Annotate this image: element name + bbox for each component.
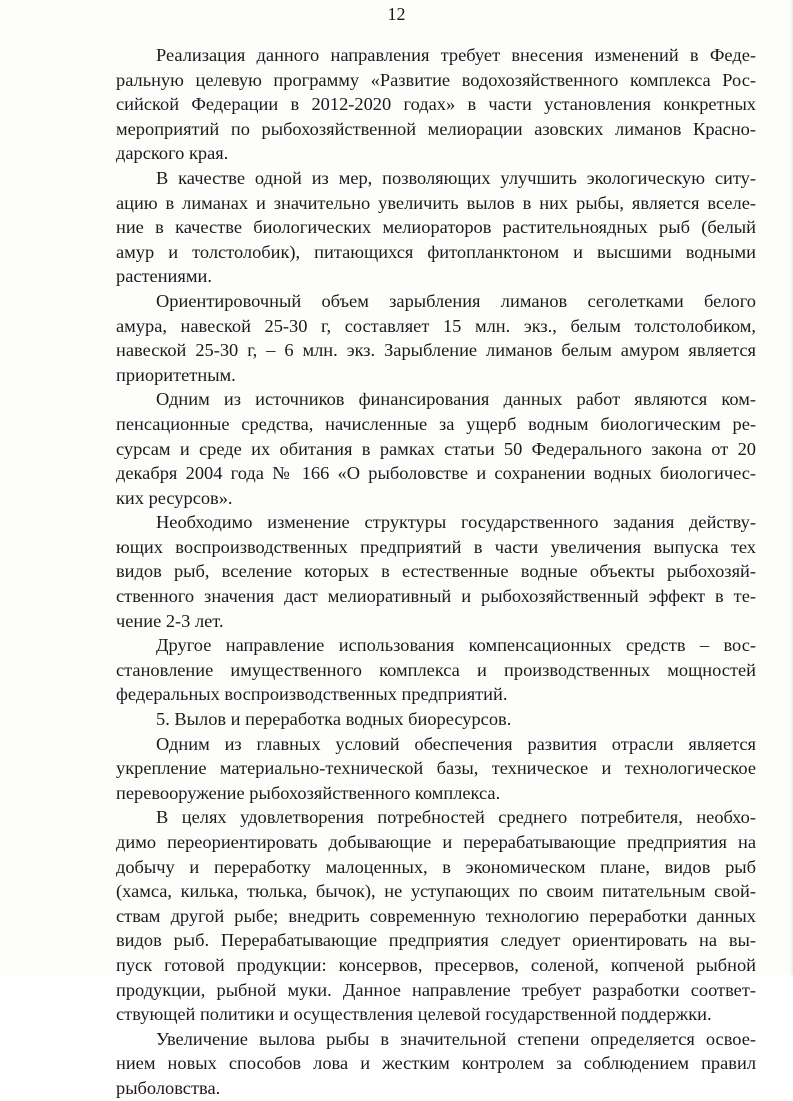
text-line: Одним из главных условий обеспечения развития отрасли является (156, 733, 756, 754)
text-line: приоритетным. (116, 364, 236, 385)
text-line: добычу и переработку малоценных, в экономическом плане, видов рыб (116, 856, 756, 877)
text-line: Увеличение вылова рыбы в значительной степени определяется освое- (156, 1028, 756, 1049)
text-line: амур и толстолобик), питающихся фитопланктоном и высшими водными (116, 241, 756, 262)
text-line: ющих воспроизводственных предприятий в части увеличения выпуска тех (116, 536, 756, 557)
paragraph (116, 633, 756, 707)
paragraph (116, 510, 756, 633)
text-line: дарского края. (116, 143, 229, 164)
text-line: нием новых способов лова и жестким контролем за соблюдением правил (116, 1053, 756, 1074)
text-line: ральную целевую программу «Развитие водохозяйственного комплекса Рос- (116, 69, 756, 90)
text-line: растениями. (116, 266, 212, 287)
paragraph (116, 289, 756, 387)
paragraph (116, 43, 756, 166)
page-number: 12 (387, 4, 406, 24)
text-line: ствам другой рыбе; внедрить современную технологию переработки данных (116, 905, 756, 926)
paragraph (116, 1027, 756, 1101)
text-line: декабря 2004 года № 166 «О рыболовстве и сохранении водных биологичес- (116, 463, 756, 484)
text-line: ние в качестве биологических мелиораторов растительноядных рыб (белый (116, 217, 756, 238)
paragraph (116, 707, 756, 732)
text-line: перевооружение рыбохозяйственного комплекса. (116, 782, 501, 803)
text-line: ацию в лиманах и значительно увеличить вылов в них рыбы, является вселе- (116, 192, 756, 213)
text-line: Одним из источников финансирования данных работ являются ком- (156, 389, 756, 410)
text-line: ствующей политики и осуществления целевой государственной поддержки. (116, 1004, 712, 1025)
text-line: амура, навеской 25-30 г, составляет 15 млн. экз., белым толстолобиком, (116, 315, 756, 336)
paragraph (116, 166, 756, 289)
paragraph (116, 732, 756, 806)
text-line: ственного значения даст мелиоративный и рыбохозяйственный эффект в те- (116, 586, 756, 607)
text-line: чение 2-3 лет. (116, 610, 224, 631)
text-line: В целях удовлетворения потребностей среднего потребителя, необхо- (156, 807, 756, 828)
text-line: (хамса, килька, тюлька, бычок), не уступающих по своим питательным свой- (116, 881, 756, 902)
text-line: сийской Федерации в 2012-2020 годах» в части установления конкретных (116, 94, 756, 115)
text-line: пенсационные средства, начисленные за ущерб водным биологическим ре- (116, 413, 756, 434)
document-body (116, 43, 756, 1101)
text-line: видов рыб. Перерабатывающие предприятия следует ориентировать на вы- (116, 930, 756, 951)
text-line: укрепление материально-технической базы, техническое и технологическое (116, 758, 756, 779)
text-line: пуск готовой продукции: консервов, пресервов, соленой, копченой рыбной (116, 954, 756, 975)
text-line: 5. Вылов и переработка водных биоресурсов. (156, 709, 512, 730)
text-line: Необходимо изменение структуры государственного задания действу- (156, 512, 756, 533)
text-line: мероприятий по рыбохозяйственной мелиорации азовских лиманов Красно- (116, 118, 756, 139)
text-line: рыболовства. (116, 1077, 221, 1098)
text-line: становление имущественного комплекса и производственных мощностей (116, 659, 756, 680)
text-line: федеральных воспроизводственных предприятий. (116, 684, 508, 705)
text-line: продукции, рыбной муки. Данное направление требует разработки соответ- (116, 979, 756, 1000)
text-line: навеской 25-30 г, – 6 млн. экз. Зарыбление лиманов белым амуром является (116, 340, 756, 361)
text-line: сурсам и среде их обитания в рамках статьи 50 Федерального закона от 20 (116, 438, 756, 459)
paragraph (116, 805, 756, 1026)
text-line: Другое направление использования компенсационных средств – вос- (156, 635, 756, 656)
text-line: Ориентировочный объем зарыбления лиманов сеголетками белого (156, 290, 756, 311)
text-line: видов рыб, вселение которых в естественные водные объекты рыбохозяй- (116, 561, 756, 582)
text-line: ких ресурсов». (116, 487, 233, 508)
paragraph (116, 387, 756, 510)
text-line: Реализация данного направления требует внесения изменений в Феде- (156, 45, 756, 65)
text-line: В качестве одной из мер, позволяющих улучшить экологическую ситу- (156, 167, 756, 188)
text-line: димо переориентировать добывающие и перерабатывающие предприятия на (116, 832, 756, 852)
